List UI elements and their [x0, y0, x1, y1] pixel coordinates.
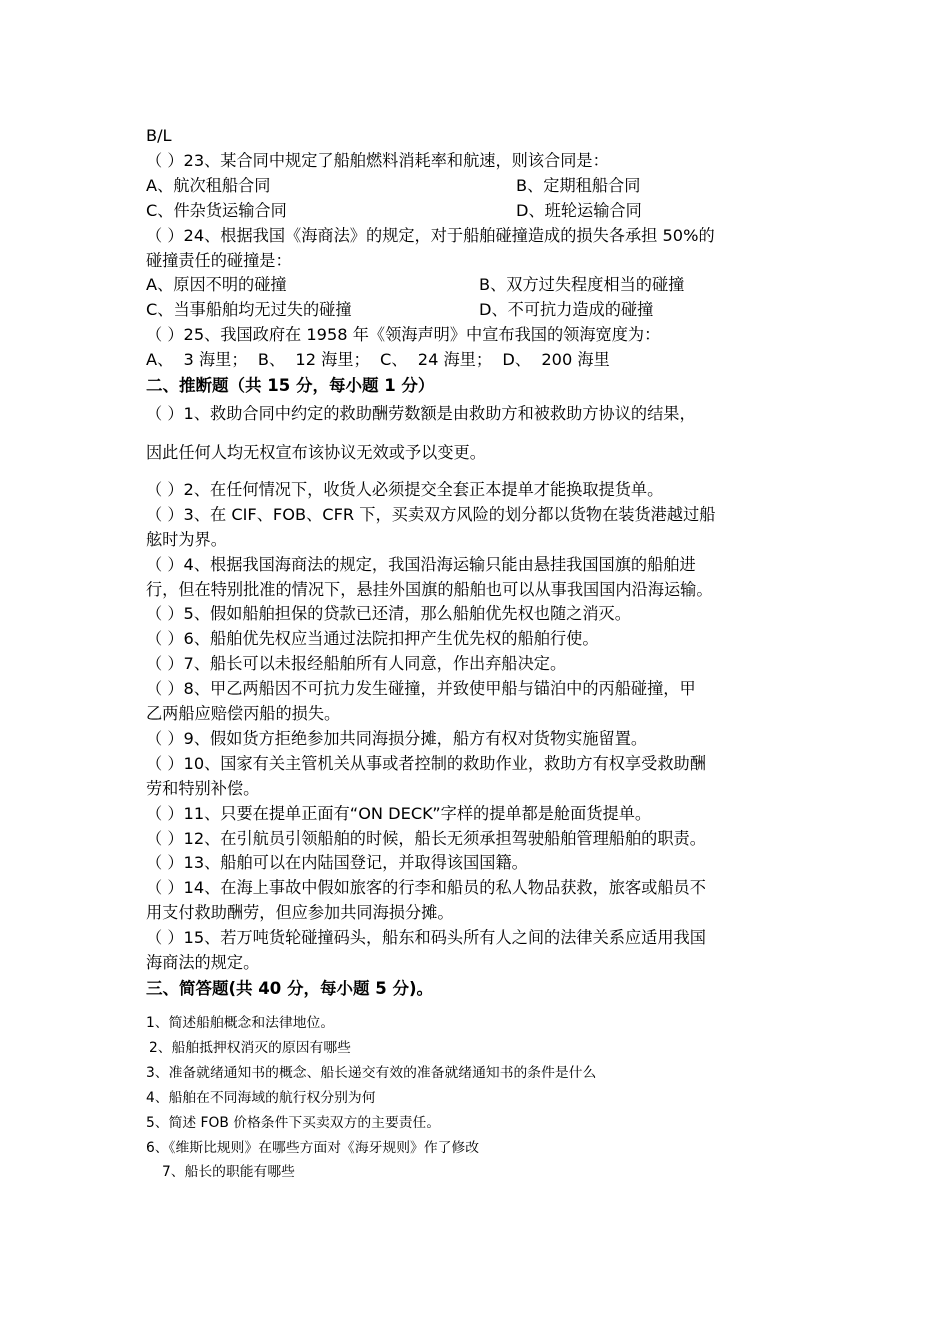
judgement-line: （ ）11、只要在提单正面有“ON DECK”字样的提单都是舱面货提单。 [146, 803, 652, 823]
question-23-options-row2 [146, 199, 810, 224]
judgement-line: （ ）14、在海上事故中假如旅客的行李和船员的私人物品获救，旅客或船员不 [146, 878, 706, 898]
judgement-line: （ ）9、假如货方拒绝参加共同海损分摊，船方有权对货物实施留置。 [146, 728, 648, 748]
short-answer-item: 6、《维斯比规则》在哪些方面对《海牙规则》作了修改 [146, 1139, 480, 1156]
option-b: B、双方过失程度相当的碰撞 [479, 275, 685, 295]
judgement-line: （ ）13、船舶可以在内陆国登记，并取得该国国籍。 [146, 853, 528, 873]
judgement-line: 乙两船应赔偿丙船的损失。 [146, 704, 341, 724]
short-answer-item: 4、船舶在不同海域的航行权分别为何 [146, 1089, 376, 1106]
question-24-options-row2 [146, 298, 810, 323]
option-a: A、原因不明的碰撞 [146, 275, 287, 295]
judgement-line: （ ）2、在任何情况下，收货人必须提交全套正本提单才能换取提货单。 [146, 479, 664, 499]
judgement-line: （ ）6、船舶优先权应当通过法院扣押产生优先权的船舶行使。 [146, 629, 599, 649]
judgement-line: 劳和特别补偿。 [146, 778, 260, 798]
judgement-line: 用支付救助酬劳，但应参加共同海损分摊。 [146, 903, 454, 923]
judgement-line: （ ）5、假如船舶担保的贷款已还清，那么船舶优先权也随之消灭。 [146, 604, 631, 624]
option-d: D、班轮运输合同 [516, 200, 642, 220]
question-23-options-row1 [146, 174, 810, 199]
short-answer-item: 3、准备就绪通知书的概念、船长递交有效的准备就绪通知书的条件是什么 [146, 1064, 597, 1081]
option-d: D、不可抗力造成的碰撞 [479, 300, 654, 320]
document-content [146, 124, 810, 1185]
judgement-1-cont: 因此任何人均无权宣布该协议无效或予以变更。 [146, 442, 486, 462]
text-line: B/L [146, 126, 172, 145]
judgement-line: 舷时为界。 [146, 529, 227, 549]
question-24-stem: （ ）24、根据我国《海商法》的规定，对于船舶碰撞造成的损失各承担 50%的 [146, 225, 715, 245]
judgement-line: （ ）3、在 CIF、FOB、CFR 下，买卖双方风险的划分都以货物在装货港越过船 [146, 504, 716, 524]
short-answer-item: 1、简述船舶概念和法律地位。 [146, 1015, 335, 1031]
judgement-line: （ ）10、国家有关主管机关从事或者控制的救助作业，救助方有权享受救助酬 [146, 753, 706, 773]
judgement-line: 行，但在特别批准的情况下，悬挂外国旗的船舶也可以从事我国国内沿海运输。 [146, 579, 713, 599]
short-answer-list [146, 1011, 810, 1185]
judgement-line: （ ）7、船长可以未报经船舶所有人同意，作出弃船决定。 [146, 654, 567, 674]
short-answer-item: 7、船长的职能有哪些 [162, 1164, 295, 1181]
judgement-line: （ ）15、若万吨货轮碰撞码头，船东和码头所有人之间的法律关系应适用我国 [146, 928, 706, 948]
judgement-line: （ ）12、在引航员引领船舶的时候，船长无须承担驾驶船舶管理船舶的职责。 [146, 828, 706, 848]
option-a: A、航次租船合同 [146, 175, 271, 195]
question-25-options: A、 3 海里； B、 12 海里； C、 24 海里； D、 200 海里 [146, 350, 610, 370]
option-c: C、当事船舶均无过失的碰撞 [146, 300, 352, 320]
option-c: C、件杂货运输合同 [146, 200, 287, 220]
judgement-line: 海商法的规定。 [146, 953, 260, 973]
question-23-stem: （ ）23、某合同中规定了船舶燃料消耗率和航速，则该合同是： [146, 150, 609, 170]
short-answer-item: 5、简述 FOB 价格条件下买卖双方的主要责任。 [146, 1114, 441, 1131]
option-b: B、定期租船合同 [516, 175, 641, 195]
judgement-list [146, 478, 810, 976]
judgement-line: （ ）8、甲乙两船因不可抗力发生碰撞，并致使甲船与锚泊中的丙船碰撞，甲 [146, 679, 696, 699]
question-24-stem-cont: 碰撞责任的碰撞是： [146, 250, 292, 270]
question-24-options-row1 [146, 273, 810, 298]
short-answer-item: 2、船舶抵押权消灭的原因有哪些 [149, 1039, 351, 1056]
section-2-title: 二、推断题（共 15 分，每小题 1 分） [146, 376, 435, 396]
judgement-line: （ ）4、根据我国海商法的规定，我国沿海运输只能由悬挂我国国旗的船舶进 [146, 554, 696, 574]
question-25-stem: （ ）25、我国政府在 1958 年《领海声明》中宣布我国的领海宽度为： [146, 325, 661, 345]
section-3-title: 三、简答题(共 40 分，每小题 5 分)。 [146, 979, 434, 998]
judgement-1: （ ）1、救助合同中约定的救助酬劳数额是由救助方和被救助方协议的结果， [146, 404, 696, 424]
